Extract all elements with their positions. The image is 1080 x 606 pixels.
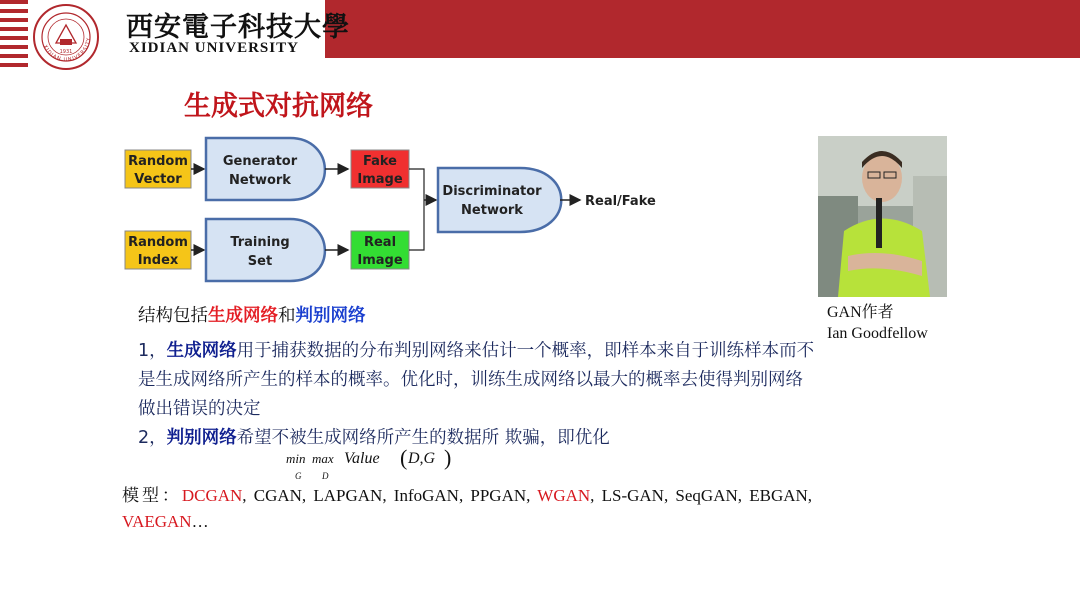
model-item: EBGAN (749, 486, 808, 505)
header-stripes (0, 0, 28, 72)
generator-node (206, 138, 325, 200)
formula-args: D,G (408, 450, 436, 467)
models-list: 模型：DCGAN, CGAN, LAPGAN, InfoGAN, PPGAN, WGAN, LS-GAN, SeqGAN, EBGAN, VAEGAN… (122, 486, 813, 531)
gan-architecture-diagram (120, 130, 680, 290)
caption-line2: Ian Goodfellow (827, 325, 928, 342)
generator-l2: Network (229, 173, 291, 188)
training-set-l2: Set (247, 254, 273, 269)
random-vector-l2: Vector (134, 172, 182, 187)
model-item: LAPGAN (313, 486, 383, 505)
university-name-en: XIDIAN UNIVERSITY (129, 40, 299, 56)
photo-caption (827, 302, 928, 344)
discriminator-l2: Network (461, 203, 523, 218)
fake-image-l2: Image (357, 172, 403, 187)
person-photo (818, 136, 947, 297)
header-red-bar (325, 0, 1080, 58)
discriminator-node (438, 168, 561, 232)
para1-num: 1， (138, 341, 167, 361)
seal-text: XIDIAN UNIVERSITY (41, 36, 93, 64)
model-item: WGAN (537, 486, 591, 505)
paragraph-2 (138, 424, 818, 453)
structure-gen: 生成网络 (208, 306, 278, 326)
minmax-formula (286, 446, 466, 482)
real-image-l1: Real (363, 235, 397, 250)
model-item: SeqGAN (675, 486, 738, 505)
structure-disc: 判别网络 (295, 306, 366, 326)
para1-text: 用于捕获数据的分布判别网络来估计一个概率，即样本来自于训练样本而不是生成网络所产生的样本的概率。优化时，训练生成网络以最大的概率去使得判别网络做出错误的决定 (138, 341, 815, 419)
structure-prefix: 结构包括 (138, 306, 208, 326)
generator-l1: Generator (222, 154, 298, 169)
caption-line1: GAN作者 (827, 304, 894, 321)
output-label: Real/Fake (585, 194, 656, 209)
structure-and: 和 (278, 306, 296, 326)
formula-max: max (312, 451, 334, 466)
fake-image-l1: Fake (362, 154, 398, 169)
para2-text: 希望不被生成网络所产生的数据所 欺骗，即优化 (236, 428, 610, 448)
model-item: CGAN (253, 486, 302, 505)
formula-min: min (286, 451, 306, 466)
model-item: DCGAN (181, 486, 243, 505)
paragraph-1 (138, 337, 818, 424)
para1-term: 生成网络 (166, 341, 237, 361)
models-label: 模型： (122, 486, 182, 506)
random-index-l1: Random (128, 235, 188, 250)
formula-sub-g: G (295, 471, 302, 481)
para2-term: 判别网络 (166, 428, 237, 448)
seal-year: 1931 (59, 49, 73, 55)
formula-sub-d: D (322, 471, 329, 481)
formula-value: Value (344, 450, 380, 467)
para2-num: 2， (138, 428, 167, 448)
discriminator-l1: Discriminator (442, 184, 542, 199)
structure-line (138, 302, 366, 327)
model-item: InfoGAN (393, 486, 459, 505)
real-image-l2: Image (357, 253, 403, 268)
university-seal-logo (32, 3, 100, 71)
university-name-cn: 西安電子科技大學 (126, 12, 350, 43)
model-item: VAEGAN (122, 512, 192, 531)
model-item: LS-GAN (601, 486, 664, 505)
svg-text:): ) (444, 446, 452, 470)
slide-title: 生成式对抗网络 (184, 91, 373, 122)
models-ellipsis: … (191, 512, 209, 531)
random-index-l2: Index (137, 253, 179, 268)
training-set-node (206, 219, 325, 281)
model-item: PPGAN (470, 486, 527, 505)
training-set-l1: Training (230, 235, 290, 250)
random-vector-l1: Random (128, 154, 188, 169)
svg-text:(: ( (400, 446, 408, 470)
